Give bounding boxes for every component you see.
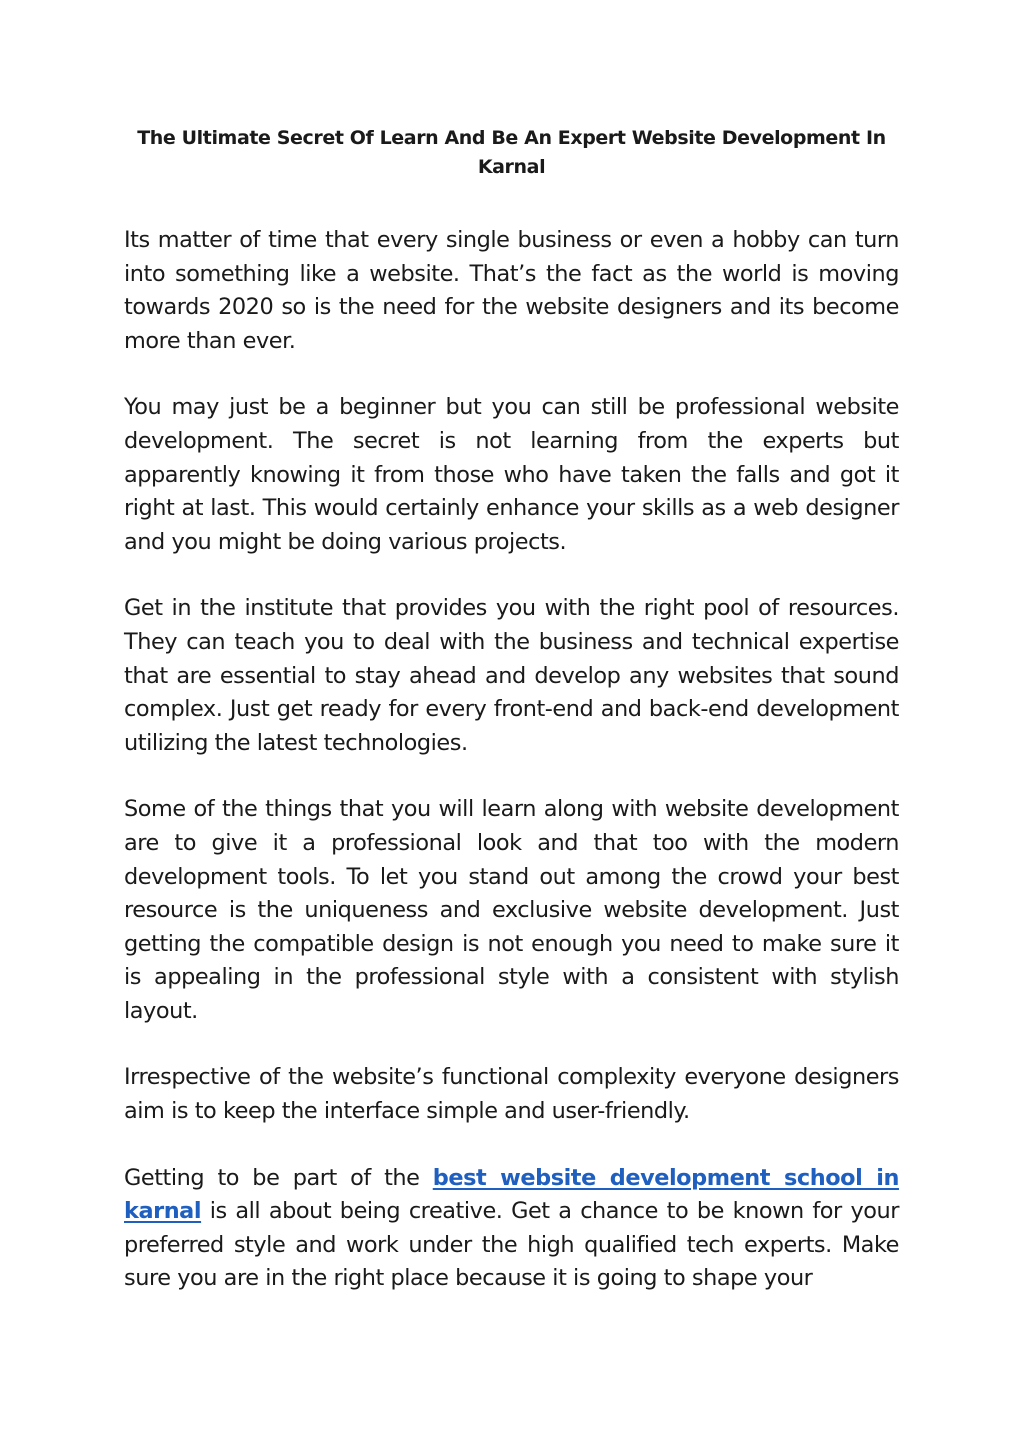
document-page [124, 124, 899, 1296]
paragraph-4: Some of the things that you will learn along with website development are to give it a professional look and that too with the modern development tools. To let you stand out among the crowd your best resource is the uniqueness and exclusive website development. Just getting the compatible design is not enough you need to make sure it is appealing in the professional style with a consistent with stylish layout. [124, 796, 899, 1024]
paragraph-1: Its matter of time that every single business or even a hobby can turn into something like a website. That’s the fact as the world is moving towards 2020 so is the need for the website designers and its become more than ever. [124, 227, 899, 354]
paragraph-6-after-link: is all about being creative. Get a chance to be known for your preferred style and work under the high qualified tech experts. Make sure you are in the right place because it is going to shape your [124, 1198, 899, 1292]
paragraph-2: You may just be a beginner but you can still be professional website development. The secret is not learning from the experts but apparently knowing it from those who have taken the falls and got it right at last. This would certainly enhance your skills as a web designer and you might be doing various projects. [124, 394, 899, 555]
paragraph-6 [124, 1162, 899, 1296]
school-link[interactable]: best website development school in karnal [124, 1164, 899, 1225]
document-title: The Ultimate Secret Of Learn And Be An Expert Website Development In Karnal [137, 127, 886, 178]
paragraph-6-before-link: Getting to be part of the [124, 1164, 433, 1191]
paragraph-5: Irrespective of the website’s functional complexity everyone designers aim is to keep the interface simple and user-friendly. [124, 1064, 899, 1125]
paragraph-3: Get in the institute that provides you with the right pool of resources. They can teach you to deal with the business and technical expertise that are essential to stay ahead and develop any websites that sound complex. Just get ready for every front-end and back-end development utilizing the latest technologies. [124, 595, 899, 756]
